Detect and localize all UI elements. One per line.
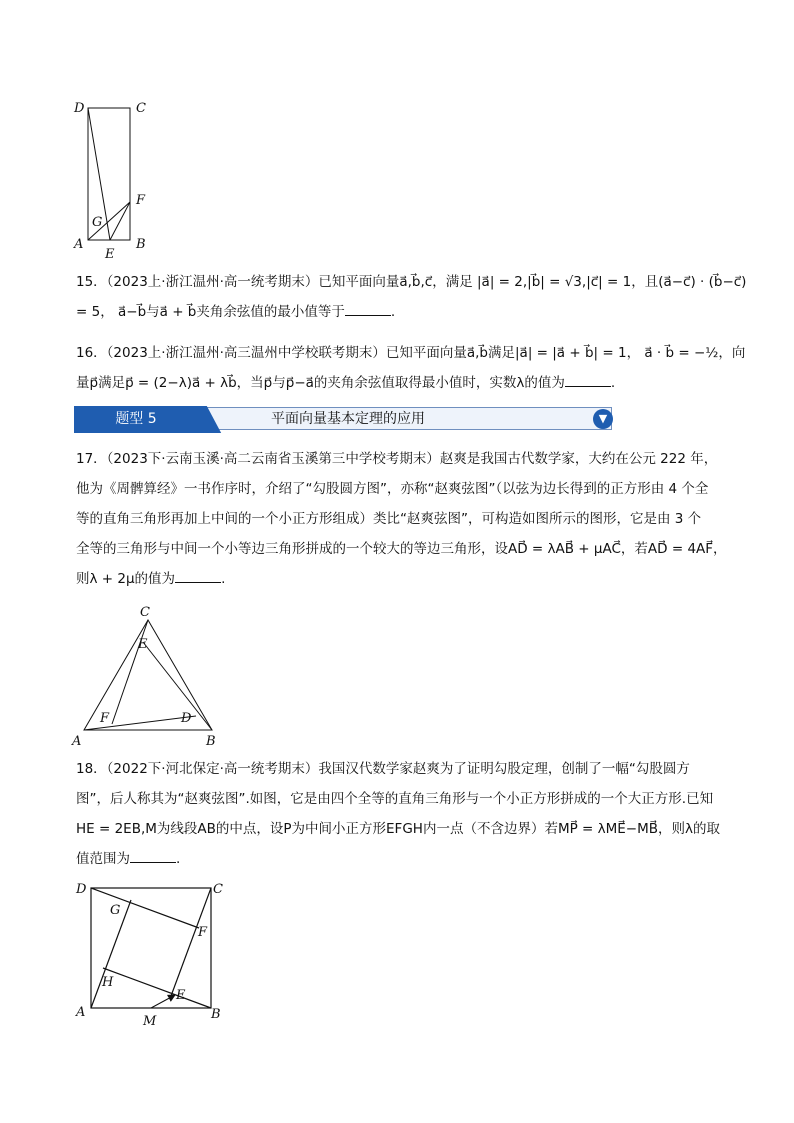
label-d: D	[76, 882, 87, 897]
label-e: E	[105, 247, 115, 262]
label-a: A	[76, 1005, 86, 1020]
question-16	[76, 338, 746, 398]
q15-line2: = 5， a⃗−b⃗与a⃗ + b⃗夹角余弦值的最小值等于	[76, 304, 345, 320]
q16-line2: 量p⃗满足p⃗ = (2−λ)a⃗ + λb⃗，当p⃗与p⃗−a⃗的夹角余弦值取得最小值时，实数λ的值为	[76, 375, 565, 391]
label-f: F	[198, 925, 208, 940]
label-a: A	[74, 237, 84, 252]
answer-blank	[565, 372, 611, 387]
q18-line4: 值范围为	[76, 851, 130, 867]
label-a: A	[72, 734, 82, 749]
section-title: 平面向量基本定理的应用	[200, 407, 612, 430]
figure-triangle-abc	[70, 600, 220, 750]
label-b: B	[206, 734, 216, 749]
label-d: D	[181, 711, 192, 726]
q18-line1: 18．（2022下·河北保定·高一统考期末）我国汉代数学家赵爽为了证明勾股定理，创制了一幅“勾股圆方	[76, 761, 690, 777]
q16-line1: 16．（2023上·浙江温州·高三温州中学校联考期末）已知平面向量a⃗,b⃗满足|a⃗| = |a⃗ + b⃗| = 1， a⃗ · b⃗ = −½，向	[76, 345, 746, 361]
q15-end: .	[390, 304, 396, 320]
q16-end: .	[610, 375, 616, 391]
answer-blank	[130, 848, 176, 863]
q15-line1: 15．（2023上·浙江温州·高一统考期末）已知平面向量a⃗,b⃗,c⃗，满足 |a⃗| = 2,|b⃗| = √3,|c⃗| = 1，且(a⃗−c⃗) · (b⃗−c⃗)	[76, 274, 747, 290]
label-f: F	[136, 193, 146, 208]
label-g: G	[110, 903, 121, 918]
label-c: C	[136, 101, 146, 116]
figure-zhao-shuang-square	[70, 876, 230, 1031]
label-e: E	[138, 637, 148, 652]
label-m: M	[143, 1014, 157, 1029]
chevron-down-icon: ▼	[593, 409, 613, 429]
q17-line4: 全等的三角形与中间一个小等边三角形拼成的一个较大的等边三角形，设AD⃗ = λAB⃗ + μAC⃗，若AD⃗ = 4AF⃗，	[76, 541, 727, 557]
q18-end: .	[176, 851, 181, 867]
label-b: B	[136, 237, 146, 252]
figure-rectangle-abcd	[70, 96, 160, 266]
label-e: E	[176, 988, 186, 1003]
label-g: G	[92, 215, 103, 230]
q17-line3: 等的直角三角形再加上中间的一个小正方形组成）类比“赵爽弦图”，可构造如图所示的图形，它是由 3 个	[76, 511, 702, 527]
q17-end: .	[221, 571, 226, 587]
label-c: C	[213, 882, 223, 897]
q17-line5: 则λ + 2μ的值为	[76, 571, 176, 587]
q18-line2: 图”，后人称其为“赵爽弦图”.如图，它是由四个全等的直角三角形与一个小正方形拼成的一个大正方形.已知	[76, 791, 714, 807]
section-banner	[74, 406, 616, 433]
q18-line3: HE = 2EB,M为线段AB的中点，设P为中间小正方形EFGH内一点（不含边界）若MP⃗ = λME⃗−MB⃗，则λ的取	[76, 821, 720, 837]
q17-line2: 他为《周髀算经》一书作序时，介绍了“勾股圆方图”，亦称“赵爽弦图”（以弦为边长得到的正方形由 4 个全	[76, 481, 709, 497]
question-15	[76, 267, 747, 327]
question-18	[76, 754, 726, 874]
label-d: D	[74, 101, 85, 116]
label-c: C	[140, 605, 150, 620]
label-f: F	[100, 711, 110, 726]
q17-line1: 17．（2023下·云南玉溪·高二云南省玉溪第三中学校考期末）赵爽是我国古代数学家，大约在公元 222 年，	[76, 451, 718, 467]
question-17	[76, 444, 726, 594]
label-h: H	[102, 975, 114, 990]
answer-blank	[175, 568, 221, 583]
label-b: B	[211, 1007, 221, 1022]
section-tag: 题型 5	[74, 406, 198, 433]
answer-blank	[345, 301, 391, 316]
